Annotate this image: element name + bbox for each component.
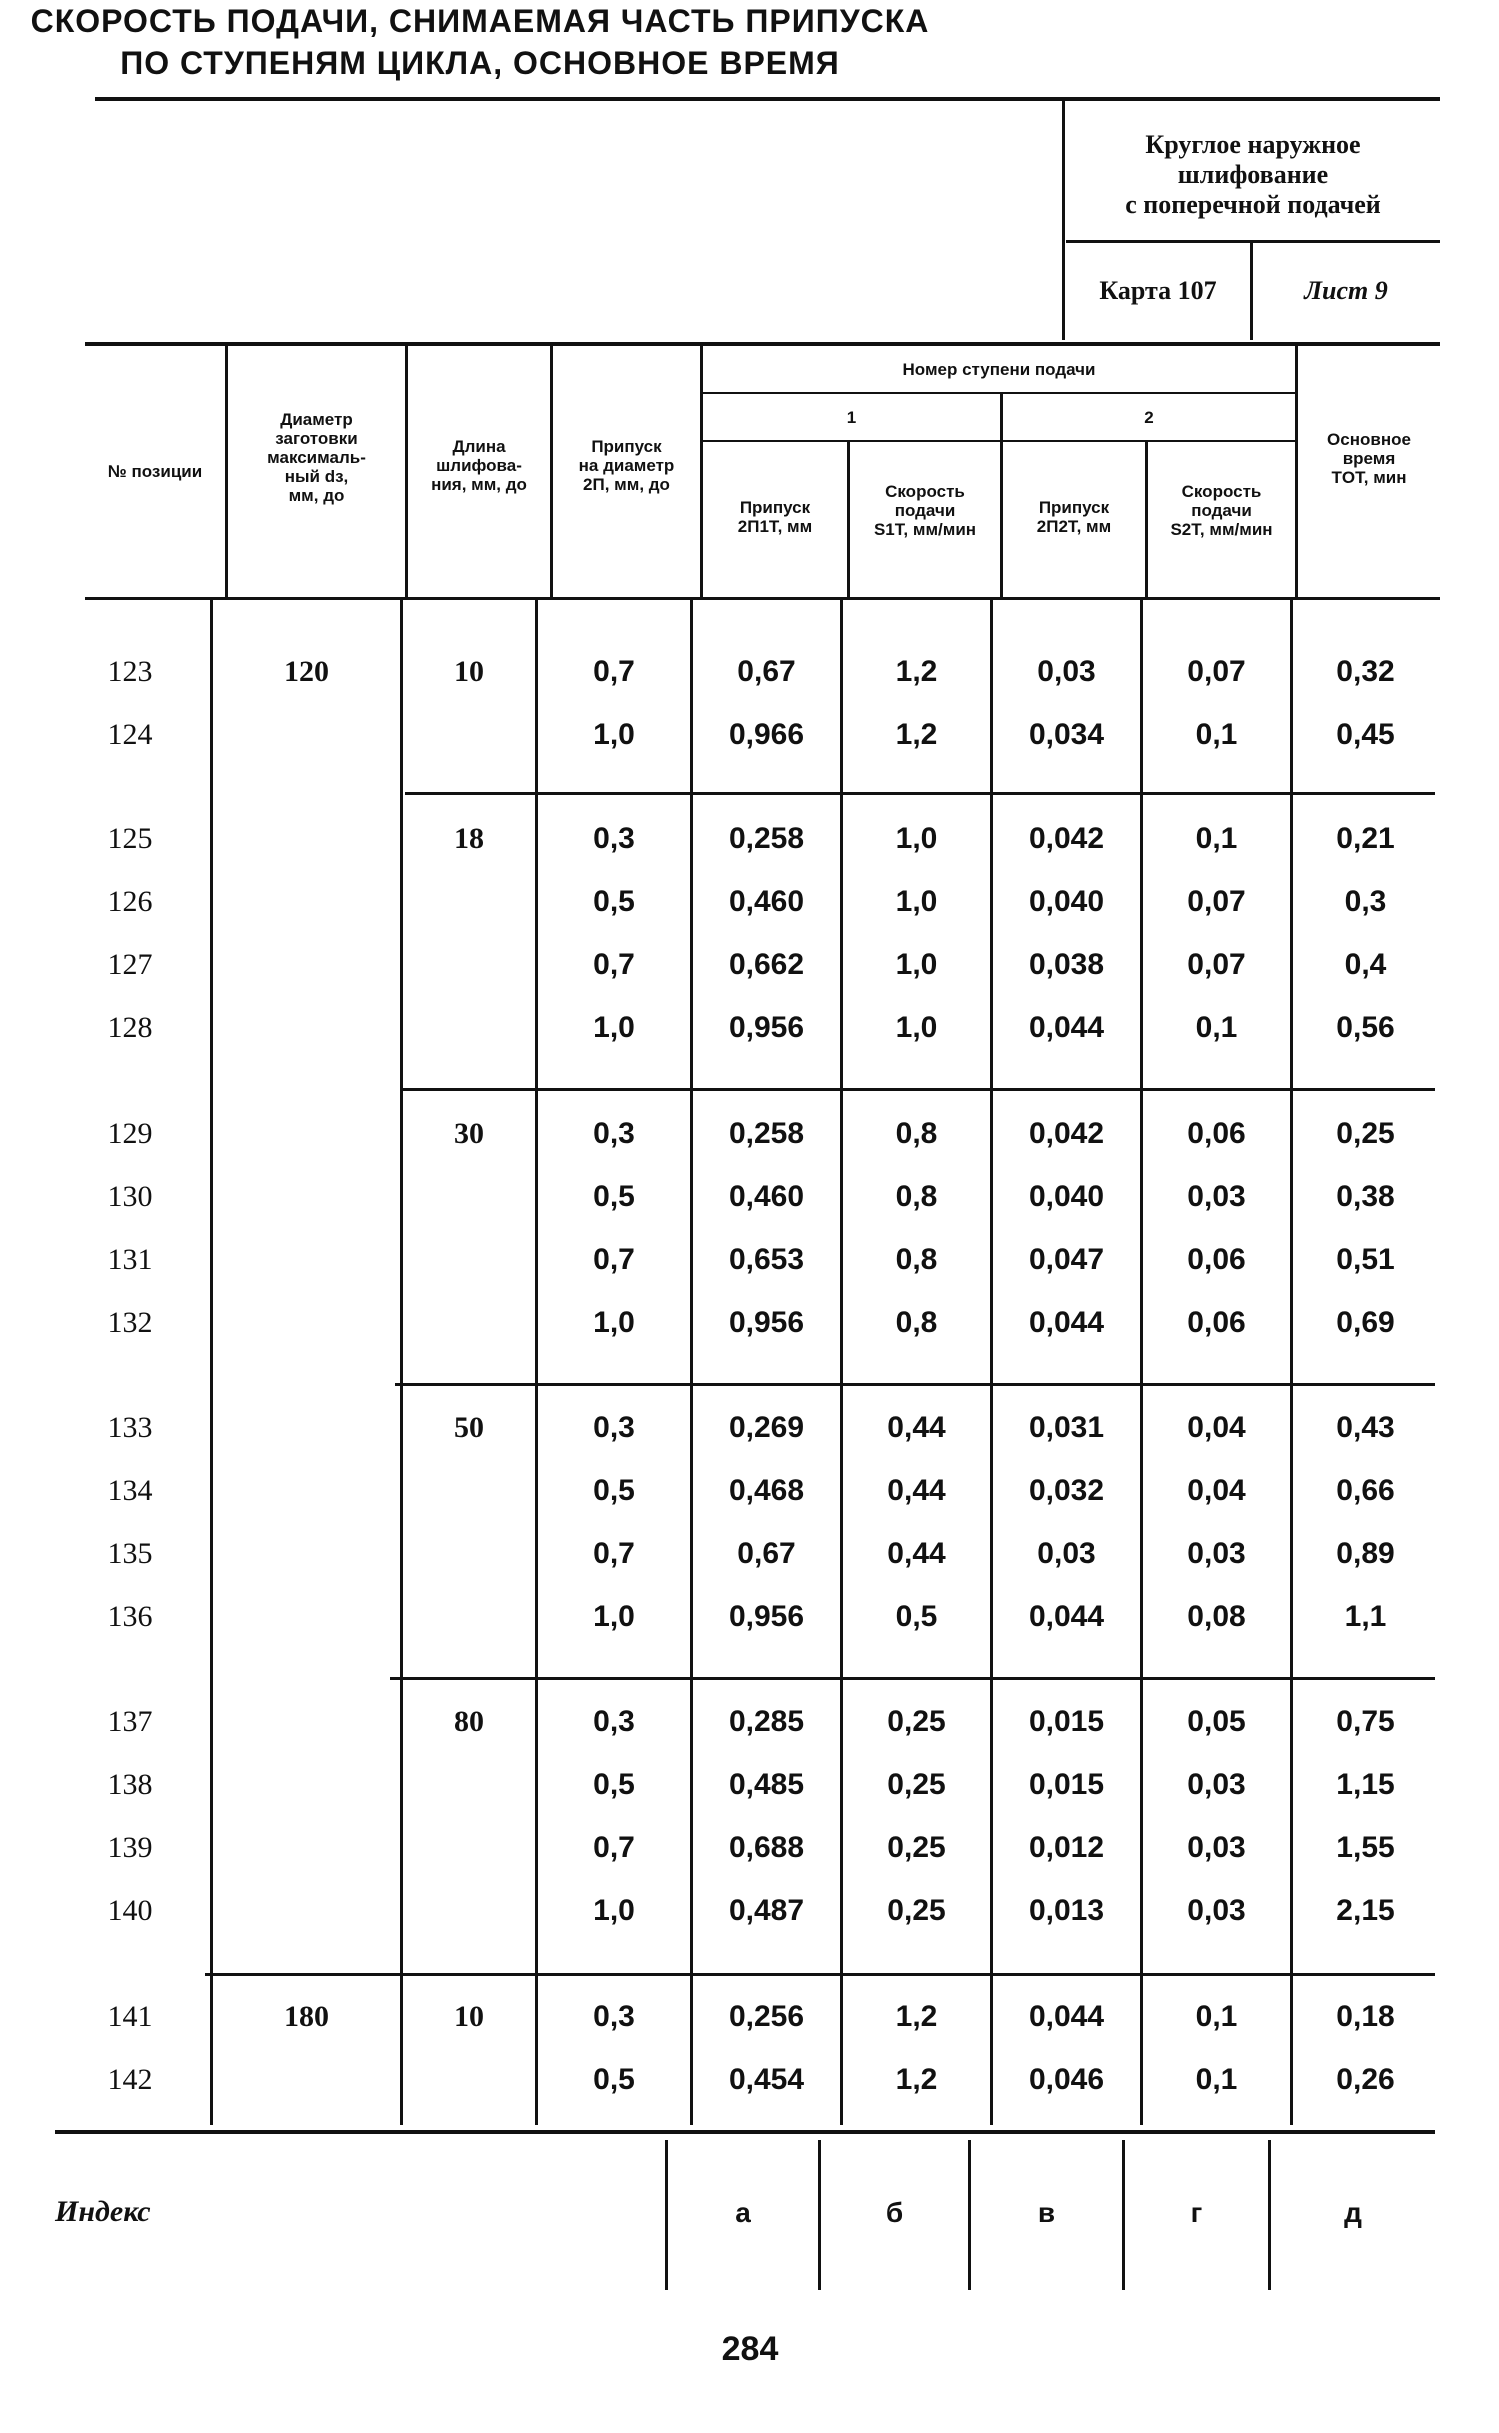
cell-a2: 0,034 xyxy=(1028,718,1105,751)
cell-t: 0,18 xyxy=(1336,2000,1395,2033)
cell-p: 0,7 xyxy=(593,948,635,981)
header-time xyxy=(1298,430,1440,487)
hdr-p-1: Припуск xyxy=(591,437,662,456)
cell-d: 180 xyxy=(284,2000,329,2033)
hdr-d-4: ный dз, xyxy=(284,467,349,486)
position-cell: 135 xyxy=(107,1537,153,1570)
cell-t: 0,75 xyxy=(1336,1705,1395,1738)
sheet-number: Лист 9 xyxy=(1304,276,1388,305)
cell-p: 1,0 xyxy=(593,1600,635,1633)
position-cell: 130 xyxy=(107,1180,153,1213)
cell-a1: 0,258 xyxy=(728,822,805,855)
cell-s2: 0,08 xyxy=(1187,1600,1246,1633)
col-div-4 xyxy=(700,345,703,597)
cell-s1: 0,8 xyxy=(895,1243,938,1276)
cell-t: 0,38 xyxy=(1336,1180,1395,1213)
position-cell: 128 xyxy=(107,1011,153,1044)
cell-t: 0,89 xyxy=(1336,1537,1395,1570)
cell-s1: 0,25 xyxy=(887,1768,946,1801)
card-number: Карта 107 xyxy=(1099,276,1217,305)
cell-p: 0,7 xyxy=(593,1537,635,1570)
cell-s2: 0,06 xyxy=(1187,1306,1246,1339)
cell-p: 1,0 xyxy=(593,718,635,751)
side-box-left-border xyxy=(1062,100,1065,340)
cell-l: 30 xyxy=(454,1117,484,1150)
cell-p: 0,3 xyxy=(593,1705,635,1738)
position-cell: 136 xyxy=(107,1600,153,1633)
cell-p: 1,0 xyxy=(593,1306,635,1339)
index-b: б xyxy=(885,2197,904,2228)
cell-p: 1,0 xyxy=(593,1894,635,1927)
hdr-s2-1: Скорость xyxy=(1181,482,1262,501)
cell-s1: 0,8 xyxy=(895,1117,938,1150)
cell-s1: 0,8 xyxy=(895,1306,938,1339)
cell-s1: 1,2 xyxy=(895,718,938,751)
cell-s1: 0,44 xyxy=(887,1474,946,1507)
cell-a1: 0,460 xyxy=(728,1180,805,1213)
cell-t: 0,69 xyxy=(1336,1306,1395,1339)
header-bottom-rule xyxy=(85,597,1440,600)
hdr-s2-2: подачи xyxy=(1191,501,1252,520)
cell-a2: 0,046 xyxy=(1028,2063,1105,2096)
cell-s1: 0,44 xyxy=(887,1537,946,1570)
hdr-t-2: время xyxy=(1342,449,1396,468)
position-cell: 129 xyxy=(107,1117,153,1150)
cell-s1: 0,8 xyxy=(895,1180,938,1213)
cell-t: 0,66 xyxy=(1336,1474,1395,1507)
cell-s2: 0,03 xyxy=(1187,1768,1246,1801)
position-cell: 127 xyxy=(107,948,153,981)
header-allowance xyxy=(553,437,700,494)
hdr-s1-3: S1Т, мм/мин xyxy=(873,520,977,539)
cell-a1: 0,485 xyxy=(728,1768,805,1801)
title-line-1: СКОРОСТЬ ПОДАЧИ, СНИМАЕМАЯ ЧАСТЬ ПРИПУСКА xyxy=(30,3,930,39)
operation-label xyxy=(1068,130,1438,220)
cell-a1: 0,956 xyxy=(728,1011,805,1044)
cell-s1: 1,2 xyxy=(895,655,938,688)
cell-l: 18 xyxy=(454,822,484,855)
cell-s1: 1,0 xyxy=(895,1011,938,1044)
cell-a1: 0,256 xyxy=(728,2000,805,2033)
cell-s1: 0,44 xyxy=(887,1411,946,1444)
cell-s1: 1,0 xyxy=(895,822,938,855)
side-box-divider xyxy=(1066,240,1440,243)
cell-a2: 0,03 xyxy=(1037,1537,1096,1570)
position-cell: 134 xyxy=(107,1474,153,1507)
hdr-t-3: TОТ, мин xyxy=(1331,468,1407,487)
cell-p: 0,3 xyxy=(593,1117,635,1150)
cell-a1: 0,460 xyxy=(728,885,805,918)
cell-p: 0,5 xyxy=(593,1180,635,1213)
cell-a1: 0,285 xyxy=(728,1705,805,1738)
cell-s2: 0,03 xyxy=(1187,1180,1246,1213)
cell-p: 0,5 xyxy=(593,1768,635,1801)
header-s2 xyxy=(1148,482,1295,539)
cell-a1: 0,468 xyxy=(728,1474,805,1507)
cell-l: 50 xyxy=(454,1411,484,1444)
cell-t: 1,1 xyxy=(1344,1600,1387,1633)
cell-s1: 1,0 xyxy=(895,885,938,918)
cell-a2: 0,042 xyxy=(1028,1117,1105,1150)
position-cell: 125 xyxy=(107,822,153,855)
cell-a2: 0,044 xyxy=(1028,1306,1105,1339)
header-stage-1: 1 xyxy=(846,408,857,427)
cell-a1: 0,956 xyxy=(728,1306,805,1339)
cell-t: 0,51 xyxy=(1336,1243,1395,1276)
position-cell: 124 xyxy=(107,718,153,751)
index-c: в xyxy=(1037,2197,1056,2228)
position-cell: 132 xyxy=(107,1306,153,1339)
operation-line-3: с поперечной подачей xyxy=(1125,190,1381,219)
hdr-s1-1: Скорость xyxy=(885,482,965,501)
stage-num-rule xyxy=(702,440,1296,442)
cell-p: 0,3 xyxy=(593,2000,635,2033)
cell-t: 1,15 xyxy=(1336,1768,1395,1801)
cell-a2: 0,031 xyxy=(1028,1411,1105,1444)
cell-t: 0,32 xyxy=(1336,655,1395,688)
hdr-s1-2: подачи xyxy=(894,501,956,520)
cell-t: 0,45 xyxy=(1336,718,1395,751)
cell-s2: 0,04 xyxy=(1187,1474,1246,1507)
cell-l: 10 xyxy=(454,655,484,688)
cell-s2: 0,1 xyxy=(1195,718,1238,751)
position-cell: 131 xyxy=(107,1243,153,1276)
operation-line-1: Круглое наружное xyxy=(1145,130,1361,159)
cell-a1: 0,258 xyxy=(728,1117,805,1150)
cell-a1: 0,67 xyxy=(737,655,796,688)
hdr-a1-2: 2П1Т, мм xyxy=(737,517,813,536)
stage-group-rule xyxy=(702,392,1296,394)
cell-s1: 1,2 xyxy=(895,2063,938,2096)
header-stage-2: 2 xyxy=(1144,408,1154,427)
cell-s2: 0,03 xyxy=(1187,1831,1246,1864)
index-a: а xyxy=(735,2197,751,2228)
cell-a2: 0,015 xyxy=(1028,1705,1105,1738)
title-line-2: ПО СТУПЕНЯМ ЦИКЛА, ОСНОВНОЕ ВРЕМЯ xyxy=(120,45,840,81)
cell-a2: 0,044 xyxy=(1028,2000,1105,2033)
hdr-s2-3: S2Т, мм/мин xyxy=(1170,520,1273,539)
cell-p: 0,7 xyxy=(593,655,635,688)
cell-a2: 0,040 xyxy=(1028,885,1105,918)
cell-s2: 0,05 xyxy=(1187,1705,1246,1738)
cell-a1: 0,454 xyxy=(728,2063,805,2096)
hdr-a1-1: Припуск xyxy=(739,498,811,517)
index-e: д xyxy=(1344,2197,1362,2228)
cell-t: 0,3 xyxy=(1344,885,1387,918)
cell-a2: 0,032 xyxy=(1028,1474,1105,1507)
cell-s1: 1,0 xyxy=(895,948,938,981)
header-s1 xyxy=(850,482,1000,539)
position-cell: 142 xyxy=(107,2063,153,2096)
cell-s1: 0,25 xyxy=(887,1831,946,1864)
position-cell: 133 xyxy=(107,1411,153,1444)
header-stage-group: Номер ступени подачи xyxy=(902,360,1096,379)
cell-a2: 0,038 xyxy=(1028,948,1105,981)
header-length xyxy=(408,437,550,494)
cell-s2: 0,1 xyxy=(1195,2000,1238,2033)
hdr-a2-1: Припуск xyxy=(1038,498,1110,517)
cell-p: 0,5 xyxy=(593,885,635,918)
hdr-p-2: на диаметр xyxy=(578,456,675,475)
position-cell: 141 xyxy=(107,2000,153,2033)
header-a2 xyxy=(1003,498,1145,536)
cell-a1: 0,487 xyxy=(728,1894,805,1927)
cell-l: 10 xyxy=(454,2000,484,2033)
position-cell: 140 xyxy=(107,1894,153,1927)
cell-p: 0,7 xyxy=(593,1831,635,1864)
cell-a2: 0,047 xyxy=(1028,1243,1105,1276)
operation-line-2: шлифование xyxy=(1177,160,1329,189)
cell-a2: 0,013 xyxy=(1028,1894,1105,1927)
hdr-d-5: мм, до xyxy=(288,486,345,505)
group-rule-5 xyxy=(205,1973,1435,1976)
cell-a2: 0,012 xyxy=(1028,1831,1105,1864)
index-d: г xyxy=(1190,2197,1203,2228)
cell-s2: 0,1 xyxy=(1195,2063,1238,2096)
hdr-d-2: заготовки xyxy=(275,429,358,448)
cell-s1: 1,2 xyxy=(895,2000,938,2033)
position-cell: 138 xyxy=(107,1768,153,1801)
cell-d: 120 xyxy=(284,655,329,688)
hdr-d-3: максималь- xyxy=(267,448,366,467)
cell-a1: 0,67 xyxy=(737,1537,796,1570)
cell-t: 0,21 xyxy=(1336,822,1395,855)
cell-s2: 0,1 xyxy=(1195,822,1238,855)
group-rule-4 xyxy=(390,1677,1435,1680)
group-rule-3 xyxy=(395,1383,1435,1386)
cell-s1: 0,25 xyxy=(887,1705,946,1738)
cell-a1: 0,662 xyxy=(728,948,805,981)
cell-a2: 0,03 xyxy=(1037,655,1096,688)
cell-a1: 0,688 xyxy=(728,1831,805,1864)
cell-p: 0,5 xyxy=(593,2063,635,2096)
hdr-t-1: Основное xyxy=(1327,430,1411,449)
cell-p: 0,3 xyxy=(593,1411,635,1444)
cell-a2: 0,015 xyxy=(1028,1768,1105,1801)
page-number: 284 xyxy=(721,2330,779,2368)
cell-s2: 0,04 xyxy=(1187,1411,1246,1444)
table-bottom-rule xyxy=(55,2130,1435,2134)
cell-t: 0,26 xyxy=(1336,2063,1395,2096)
cell-a2: 0,044 xyxy=(1028,1600,1105,1633)
body-div-1 xyxy=(210,600,213,2125)
cell-a1: 0,653 xyxy=(728,1243,805,1276)
group-rule-2 xyxy=(400,1088,1435,1091)
cell-t: 0,4 xyxy=(1344,948,1387,981)
header-a1 xyxy=(703,498,847,536)
hdr-l-2: шлифова- xyxy=(436,456,522,475)
cell-t: 0,43 xyxy=(1336,1411,1395,1444)
hdr-a2-2: 2П2Т, мм xyxy=(1036,517,1112,536)
cell-t: 2,15 xyxy=(1336,1894,1395,1927)
cell-t: 1,55 xyxy=(1336,1831,1395,1864)
cell-p: 0,3 xyxy=(593,822,635,855)
cell-t: 0,56 xyxy=(1336,1011,1395,1044)
top-rule xyxy=(95,97,1440,101)
cell-s1: 0,5 xyxy=(895,1600,938,1633)
cell-p: 0,5 xyxy=(593,1474,635,1507)
cell-a1: 0,269 xyxy=(728,1411,805,1444)
side-box-mid-border xyxy=(1250,242,1253,340)
cell-s1: 0,25 xyxy=(887,1894,946,1927)
cell-p: 0,7 xyxy=(593,1243,635,1276)
cell-a1: 0,956 xyxy=(728,1600,805,1633)
hdr-d-1: Диаметр xyxy=(280,410,353,429)
position-cell: 126 xyxy=(107,885,153,918)
cell-l: 80 xyxy=(454,1705,484,1738)
table-top-rule xyxy=(85,342,1440,346)
position-cell: 139 xyxy=(107,1831,153,1864)
hdr-l-3: ния, мм, до xyxy=(431,475,527,494)
group-rule-1 xyxy=(405,792,1435,795)
cell-p: 1,0 xyxy=(593,1011,635,1044)
cell-s2: 0,03 xyxy=(1187,1894,1246,1927)
cell-t: 0,25 xyxy=(1336,1117,1395,1150)
position-cell: 123 xyxy=(107,655,153,688)
cell-s2: 0,07 xyxy=(1187,655,1246,688)
cell-s2: 0,03 xyxy=(1187,1537,1246,1570)
cell-s2: 0,06 xyxy=(1187,1117,1246,1150)
cell-a1: 0,966 xyxy=(728,718,805,751)
header-position: № позиции xyxy=(107,462,203,481)
cell-s2: 0,07 xyxy=(1187,948,1246,981)
header-diameter xyxy=(228,410,405,505)
cell-a2: 0,040 xyxy=(1028,1180,1105,1213)
hdr-l-1: Длина xyxy=(452,437,506,456)
position-cell: 137 xyxy=(107,1705,153,1738)
cell-s2: 0,07 xyxy=(1187,885,1246,918)
page-title xyxy=(0,0,960,84)
index-label: Индекс xyxy=(55,2195,151,2228)
cell-a2: 0,044 xyxy=(1028,1011,1105,1044)
cell-s2: 0,1 xyxy=(1195,1011,1238,1044)
hdr-p-3: 2П, мм, до xyxy=(583,475,670,494)
cell-a2: 0,042 xyxy=(1028,822,1105,855)
cell-s2: 0,06 xyxy=(1187,1243,1246,1276)
